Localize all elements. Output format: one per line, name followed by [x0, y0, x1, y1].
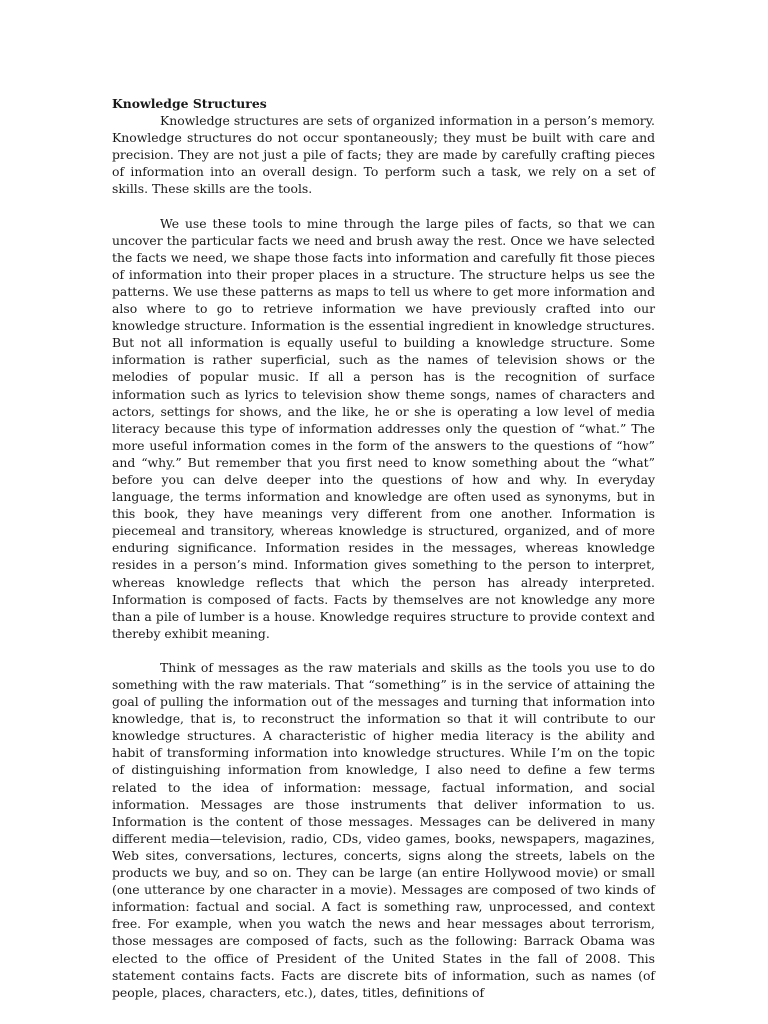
paragraph-1: Knowledge structures are sets of organized information in a person’s memory. Knowledge structures do not occur spontaneously; they must be built with care and precision. They are not just a pile of facts; they are made by carefully crafting pieces of information into an overall design. To perform such a task, we rely on a set of skills. These skills are the tools.	[112, 113, 655, 197]
document-page	[112, 95, 655, 1001]
paragraph-2: We use these tools to mine through the large piles of facts, so that we can uncover the particular facts we need and brush away the rest. Once we have selected the facts we need, we shape those facts into information and carefully fit those pieces of information into their proper places in a structure. The structure helps us see the patterns. We use these patterns as maps to tell us where to get more information and also where to go to retrieve information we have previously crafted into our knowledge structure. Information is the essential ingredient in knowledge structures. But not all information is equally useful to building a knowledge structure. Some information is rather superficial, such as the names of television shows or the melodies of popular music. If all a person has is the recognition of surface information such as lyrics to television show theme songs, names of characters and actors, settings for shows, and the like, he or she is operating a low level of media literacy because this type of information addresses only the question of “what.” The more useful information comes in the form of the answers to the questions of “how” and “why.” But remember that you first need to know something about the “what” before you can delve deeper into the questions of how and why. In everyday language, the terms information and knowledge are often used as synonyms, but in this book, they have meanings very different from one another. Information is piecemeal and transitory, whereas knowledge is structured, organized, and of more enduring significance. Information resides in the messages, whereas knowledge resides in a person’s mind. Information gives something to the person to interpret, whereas knowledge reflects that which the person has already interpreted. Information is composed of facts. Facts by themselves are not knowledge any more than a pile of lumber is a house. Knowledge requires structure to provide context and thereby exhibit meaning.	[112, 215, 655, 641]
paragraph-3: Think of messages as the raw materials and skills as the tools you use to do something with the raw materials. That “something” is in the service of attaining the goal of pulling the information out of the messages and turning that information into knowledge, that is, to reconstruct the information so that it will contribute to our knowledge structures. A characteristic of higher media literacy is the ability and habit of transforming information into knowledge structures. While I’m on the topic of distinguishing information from knowledge, I also need to define a few terms related to the idea of information: message, factual information, and social information. Messages are those instruments that deliver information to us. Information is the content of those messages. Messages can be delivered in many different media—television, radio, CDs, video games, books, newspapers, magazines, Web sites, conversations, lectures, concerts, signs along the streets, labels on the products we buy, and so on. They can be large (an entire Hollywood movie) or small (one utterance by one character in a movie). Messages are composed of two kinds of information: factual and social. A fact is something raw, unprocessed, and context free. For example, when you watch the news and hear messages about terrorism, those messages are composed of facts, such as the following: Barrack Obama was elected to the office of President of the United States in the fall of 2008. This statement contains facts. Facts are discrete bits of information, such as names (of people, places, characters, etc.), dates, titles, definitions of	[112, 659, 655, 1000]
document-title: Knowledge Structures	[112, 96, 267, 111]
